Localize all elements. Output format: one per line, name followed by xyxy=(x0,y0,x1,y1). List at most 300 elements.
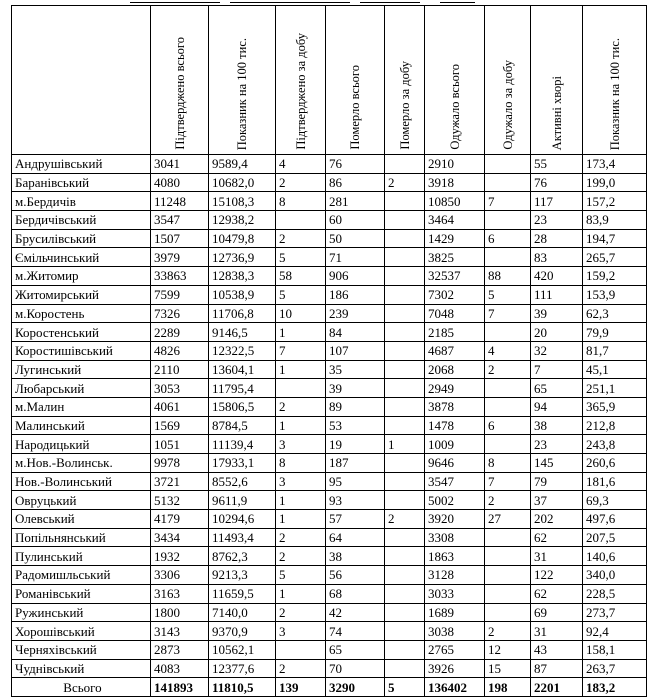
value-cell: 76 xyxy=(326,155,385,174)
value-cell xyxy=(276,640,326,659)
value-cell: 12 xyxy=(485,640,531,659)
value-cell xyxy=(385,211,425,230)
value-cell: 140,6 xyxy=(583,547,647,566)
value-cell xyxy=(385,323,425,342)
value-cell: 93 xyxy=(326,491,385,510)
value-cell: 6 xyxy=(485,229,531,248)
value-cell: 3143 xyxy=(151,622,209,641)
header-label: Підтверджено за добу xyxy=(293,33,308,150)
value-cell: 1429 xyxy=(425,229,485,248)
value-cell: 3918 xyxy=(425,173,485,192)
header-cell xyxy=(583,6,647,155)
value-cell xyxy=(385,229,425,248)
table-row xyxy=(12,211,647,230)
value-cell: 107 xyxy=(326,341,385,360)
value-cell: 3 xyxy=(276,435,326,454)
value-cell: 3979 xyxy=(151,248,209,267)
value-cell: 23 xyxy=(531,435,583,454)
value-cell: 1932 xyxy=(151,547,209,566)
value-cell: 10294,6 xyxy=(209,510,276,529)
header-cell xyxy=(531,6,583,155)
value-cell xyxy=(485,379,531,398)
value-cell: 2 xyxy=(276,229,326,248)
district-name-cell: Лугинський xyxy=(12,360,151,379)
value-cell: 2 xyxy=(385,510,425,529)
district-name-cell: м.Нов.-Волинськ. xyxy=(12,454,151,473)
value-cell: 83,9 xyxy=(583,211,647,230)
value-cell xyxy=(385,622,425,641)
value-cell: 10850 xyxy=(425,192,485,211)
table-row xyxy=(12,304,647,323)
value-cell xyxy=(385,360,425,379)
value-cell: 12938,2 xyxy=(209,211,276,230)
value-cell: 38 xyxy=(531,416,583,435)
value-cell: 3464 xyxy=(425,211,485,230)
value-cell: 9213,3 xyxy=(209,566,276,585)
district-name-cell: Баранівський xyxy=(12,173,151,192)
value-cell: 273,7 xyxy=(583,603,647,622)
value-cell: 86 xyxy=(326,173,385,192)
district-name-cell: Романівський xyxy=(12,584,151,603)
value-cell: 2873 xyxy=(151,640,209,659)
table-row xyxy=(12,248,647,267)
table-row xyxy=(12,173,647,192)
district-name-cell: Андрушівський xyxy=(12,155,151,174)
total-value-cell: 11810,5 xyxy=(209,678,276,697)
value-cell: 158,1 xyxy=(583,640,647,659)
value-cell: 1 xyxy=(276,510,326,529)
value-cell: 81,7 xyxy=(583,341,647,360)
value-cell: 4687 xyxy=(425,341,485,360)
value-cell: 2 xyxy=(485,491,531,510)
total-value-cell: 141893 xyxy=(151,678,209,697)
district-name-cell: Попільнянський xyxy=(12,528,151,547)
cropped-line-segment xyxy=(130,2,220,3)
value-cell: 27 xyxy=(485,510,531,529)
value-cell: 4083 xyxy=(151,659,209,678)
district-name-cell: Черняхівський xyxy=(12,640,151,659)
district-name-cell: Малинський xyxy=(12,416,151,435)
value-cell: 1478 xyxy=(425,416,485,435)
value-cell: 906 xyxy=(326,267,385,286)
value-cell: 4826 xyxy=(151,341,209,360)
value-cell: 8 xyxy=(485,454,531,473)
value-cell: 281 xyxy=(326,192,385,211)
value-cell xyxy=(385,603,425,622)
value-cell xyxy=(385,454,425,473)
value-cell xyxy=(276,211,326,230)
value-cell: 9611,9 xyxy=(209,491,276,510)
value-cell: 88 xyxy=(485,267,531,286)
header-cell xyxy=(151,6,209,155)
value-cell: 4061 xyxy=(151,397,209,416)
table-row xyxy=(12,323,647,342)
value-cell xyxy=(485,566,531,585)
value-cell: 7 xyxy=(485,192,531,211)
value-cell: 1863 xyxy=(425,547,485,566)
value-cell: 3041 xyxy=(151,155,209,174)
value-cell: 12377,6 xyxy=(209,659,276,678)
value-cell: 2 xyxy=(276,659,326,678)
table-row xyxy=(12,155,647,174)
value-cell: 228,5 xyxy=(583,584,647,603)
value-cell: 1 xyxy=(276,323,326,342)
value-cell: 8 xyxy=(276,454,326,473)
value-cell: 3128 xyxy=(425,566,485,585)
value-cell: 3825 xyxy=(425,248,485,267)
value-cell: 2185 xyxy=(425,323,485,342)
district-name-cell: м.Житомир xyxy=(12,267,151,286)
table-row xyxy=(12,603,647,622)
total-value-cell: 2201 xyxy=(531,678,583,697)
value-cell: 11706,8 xyxy=(209,304,276,323)
value-cell: 32 xyxy=(531,341,583,360)
value-cell xyxy=(485,528,531,547)
value-cell: 8762,3 xyxy=(209,547,276,566)
value-cell xyxy=(385,304,425,323)
total-value-cell: 183,2 xyxy=(583,678,647,697)
value-cell: 38 xyxy=(326,547,385,566)
value-cell: 5 xyxy=(485,285,531,304)
value-cell: 4 xyxy=(276,155,326,174)
value-cell: 9978 xyxy=(151,454,209,473)
table-row xyxy=(12,341,647,360)
header-cell-district xyxy=(12,6,151,155)
value-cell: 239 xyxy=(326,304,385,323)
value-cell: 181,6 xyxy=(583,472,647,491)
district-name-cell: Бердичівський xyxy=(12,211,151,230)
value-cell: 89 xyxy=(326,397,385,416)
value-cell: 31 xyxy=(531,622,583,641)
value-cell: 84 xyxy=(326,323,385,342)
value-cell: 1 xyxy=(385,435,425,454)
value-cell: 263,7 xyxy=(583,659,647,678)
district-name-cell: Хорошівський xyxy=(12,622,151,641)
value-cell: 15 xyxy=(485,659,531,678)
table-row xyxy=(12,267,647,286)
header-cell xyxy=(276,6,326,155)
value-cell: 117 xyxy=(531,192,583,211)
value-cell: 11493,4 xyxy=(209,528,276,547)
value-cell xyxy=(485,584,531,603)
value-cell: 65 xyxy=(326,640,385,659)
value-cell: 10479,8 xyxy=(209,229,276,248)
value-cell: 11795,4 xyxy=(209,379,276,398)
value-cell xyxy=(385,659,425,678)
header-label: Одужало всього xyxy=(447,64,462,150)
table-row xyxy=(12,285,647,304)
total-value-cell: 5 xyxy=(385,678,425,697)
value-cell: 56 xyxy=(326,566,385,585)
value-cell: 42 xyxy=(326,603,385,622)
value-cell xyxy=(485,603,531,622)
covid-statistics-table xyxy=(11,5,647,697)
value-cell: 39 xyxy=(531,304,583,323)
value-cell: 2 xyxy=(485,360,531,379)
table-row xyxy=(12,360,647,379)
value-cell: 76 xyxy=(531,173,583,192)
header-cell xyxy=(485,6,531,155)
value-cell: 2949 xyxy=(425,379,485,398)
table-row xyxy=(12,435,647,454)
header-label: Показник на 100 тис. xyxy=(235,37,249,150)
value-cell: 87 xyxy=(531,659,583,678)
value-cell: 79 xyxy=(531,472,583,491)
value-cell: 39 xyxy=(326,379,385,398)
value-cell: 8784,5 xyxy=(209,416,276,435)
value-cell: 35 xyxy=(326,360,385,379)
value-cell xyxy=(385,566,425,585)
value-cell: 7 xyxy=(276,341,326,360)
value-cell xyxy=(485,155,531,174)
value-cell: 3038 xyxy=(425,622,485,641)
table-row xyxy=(12,379,647,398)
value-cell: 251,1 xyxy=(583,379,647,398)
value-cell xyxy=(485,211,531,230)
value-cell: 15108,3 xyxy=(209,192,276,211)
value-cell: 199,0 xyxy=(583,173,647,192)
district-name-cell: Коростенський xyxy=(12,323,151,342)
value-cell: 10 xyxy=(276,304,326,323)
table-row xyxy=(12,528,647,547)
district-name-cell: Житомирський xyxy=(12,285,151,304)
value-cell: 1009 xyxy=(425,435,485,454)
cropped-line-segment xyxy=(230,2,350,3)
value-cell: 3547 xyxy=(151,211,209,230)
table-row xyxy=(12,584,647,603)
value-cell: 79,9 xyxy=(583,323,647,342)
value-cell: 1 xyxy=(276,360,326,379)
value-cell: 10538,9 xyxy=(209,285,276,304)
value-cell: 5 xyxy=(276,285,326,304)
value-cell: 7326 xyxy=(151,304,209,323)
value-cell: 2 xyxy=(276,603,326,622)
value-cell xyxy=(385,416,425,435)
district-name-cell: Нов.-Волинський xyxy=(12,472,151,491)
value-cell: 365,9 xyxy=(583,397,647,416)
header-cell xyxy=(326,6,385,155)
value-cell: 2 xyxy=(276,528,326,547)
value-cell: 5 xyxy=(276,248,326,267)
district-name-cell: Любарський xyxy=(12,379,151,398)
table-row xyxy=(12,397,647,416)
value-cell: 2 xyxy=(276,397,326,416)
value-cell: 7048 xyxy=(425,304,485,323)
value-cell xyxy=(485,435,531,454)
value-cell: 62 xyxy=(531,528,583,547)
district-name-cell: м.Бердичів xyxy=(12,192,151,211)
value-cell: 45,1 xyxy=(583,360,647,379)
value-cell: 1 xyxy=(276,416,326,435)
value-cell xyxy=(276,379,326,398)
value-cell xyxy=(385,547,425,566)
value-cell: 7 xyxy=(531,360,583,379)
value-cell: 2910 xyxy=(425,155,485,174)
district-name-cell: Чуднівський xyxy=(12,659,151,678)
value-cell: 57 xyxy=(326,510,385,529)
value-cell xyxy=(385,379,425,398)
total-value-cell: 198 xyxy=(485,678,531,697)
value-cell: 2068 xyxy=(425,360,485,379)
value-cell xyxy=(385,248,425,267)
value-cell: 11248 xyxy=(151,192,209,211)
value-cell: 62,3 xyxy=(583,304,647,323)
value-cell: 111 xyxy=(531,285,583,304)
value-cell xyxy=(385,155,425,174)
value-cell: 3 xyxy=(276,622,326,641)
value-cell: 9370,9 xyxy=(209,622,276,641)
value-cell: 9589,4 xyxy=(209,155,276,174)
value-cell: 7599 xyxy=(151,285,209,304)
value-cell: 260,6 xyxy=(583,454,647,473)
value-cell: 202 xyxy=(531,510,583,529)
value-cell: 4 xyxy=(485,341,531,360)
district-name-cell: м.Малин xyxy=(12,397,151,416)
value-cell: 11659,5 xyxy=(209,584,276,603)
value-cell: 3926 xyxy=(425,659,485,678)
value-cell: 173,4 xyxy=(583,155,647,174)
table-row xyxy=(12,229,647,248)
value-cell xyxy=(485,173,531,192)
value-cell: 3878 xyxy=(425,397,485,416)
value-cell: 159,2 xyxy=(583,267,647,286)
value-cell xyxy=(485,248,531,267)
district-name-cell: Радомишльський xyxy=(12,566,151,585)
value-cell: 207,5 xyxy=(583,528,647,547)
value-cell: 33863 xyxy=(151,267,209,286)
table-body xyxy=(12,155,647,678)
value-cell: 8 xyxy=(276,192,326,211)
table-row xyxy=(12,659,647,678)
value-cell: 10562,1 xyxy=(209,640,276,659)
total-value-cell: 3290 xyxy=(326,678,385,697)
header-label: Одужало за добу xyxy=(500,60,515,150)
value-cell: 145 xyxy=(531,454,583,473)
value-cell xyxy=(385,491,425,510)
value-cell: 186 xyxy=(326,285,385,304)
value-cell xyxy=(385,584,425,603)
value-cell: 2 xyxy=(385,173,425,192)
header-label: Активні хворі xyxy=(549,75,564,150)
value-cell: 4080 xyxy=(151,173,209,192)
cropped-line-segment xyxy=(360,2,420,3)
value-cell: 5002 xyxy=(425,491,485,510)
table-row xyxy=(12,454,647,473)
value-cell: 53 xyxy=(326,416,385,435)
value-cell: 83 xyxy=(531,248,583,267)
table-row xyxy=(12,622,647,641)
header-cell xyxy=(425,6,485,155)
value-cell: 420 xyxy=(531,267,583,286)
value-cell: 71 xyxy=(326,248,385,267)
district-name-cell: Коростишівський xyxy=(12,341,151,360)
header-cell xyxy=(385,6,425,155)
value-cell: 3033 xyxy=(425,584,485,603)
value-cell: 65 xyxy=(531,379,583,398)
district-name-cell: м.Коростень xyxy=(12,304,151,323)
total-row xyxy=(12,678,647,697)
value-cell xyxy=(385,341,425,360)
value-cell: 7 xyxy=(485,472,531,491)
value-cell: 212,8 xyxy=(583,416,647,435)
value-cell: 12838,3 xyxy=(209,267,276,286)
value-cell: 60 xyxy=(326,211,385,230)
value-cell: 3721 xyxy=(151,472,209,491)
value-cell: 92,4 xyxy=(583,622,647,641)
value-cell: 94 xyxy=(531,397,583,416)
value-cell: 1569 xyxy=(151,416,209,435)
value-cell: 9646 xyxy=(425,454,485,473)
value-cell: 55 xyxy=(531,155,583,174)
value-cell: 19 xyxy=(326,435,385,454)
value-cell: 3434 xyxy=(151,528,209,547)
district-name-cell: Пулинський xyxy=(12,547,151,566)
header-cell xyxy=(209,6,276,155)
value-cell: 1689 xyxy=(425,603,485,622)
value-cell: 243,8 xyxy=(583,435,647,454)
value-cell: 187 xyxy=(326,454,385,473)
value-cell: 265,7 xyxy=(583,248,647,267)
value-cell: 2110 xyxy=(151,360,209,379)
value-cell: 3547 xyxy=(425,472,485,491)
table-row xyxy=(12,491,647,510)
value-cell xyxy=(385,397,425,416)
district-name-cell: Ємільчинський xyxy=(12,248,151,267)
value-cell: 2765 xyxy=(425,640,485,659)
district-name-cell: Овруцький xyxy=(12,491,151,510)
table-row xyxy=(12,547,647,566)
value-cell: 50 xyxy=(326,229,385,248)
value-cell: 340,0 xyxy=(583,566,647,585)
value-cell: 7302 xyxy=(425,285,485,304)
value-cell: 6 xyxy=(485,416,531,435)
table-row xyxy=(12,640,647,659)
value-cell: 68 xyxy=(326,584,385,603)
value-cell: 1 xyxy=(276,584,326,603)
value-cell: 13604,1 xyxy=(209,360,276,379)
value-cell: 15806,5 xyxy=(209,397,276,416)
value-cell: 5132 xyxy=(151,491,209,510)
value-cell: 23 xyxy=(531,211,583,230)
value-cell: 3306 xyxy=(151,566,209,585)
value-cell: 1 xyxy=(276,491,326,510)
value-cell: 74 xyxy=(326,622,385,641)
value-cell: 9146,5 xyxy=(209,323,276,342)
table-row xyxy=(12,192,647,211)
header-label: Померло всього xyxy=(348,65,362,150)
header-label: Підтверджено всього xyxy=(172,37,187,150)
cropped-line-segment xyxy=(440,2,475,3)
header-row xyxy=(12,6,647,155)
table-row xyxy=(12,416,647,435)
value-cell: 194,7 xyxy=(583,229,647,248)
value-cell xyxy=(385,528,425,547)
value-cell: 10682,0 xyxy=(209,173,276,192)
value-cell: 3920 xyxy=(425,510,485,529)
value-cell: 157,2 xyxy=(583,192,647,211)
value-cell: 64 xyxy=(326,528,385,547)
value-cell: 43 xyxy=(531,640,583,659)
value-cell: 28 xyxy=(531,229,583,248)
value-cell: 122 xyxy=(531,566,583,585)
total-label-cell: Всього xyxy=(12,678,151,697)
value-cell: 7 xyxy=(485,304,531,323)
header-label: Померло за добу xyxy=(397,61,412,150)
district-name-cell: Народицький xyxy=(12,435,151,454)
value-cell: 12736,9 xyxy=(209,248,276,267)
value-cell: 3163 xyxy=(151,584,209,603)
value-cell: 1507 xyxy=(151,229,209,248)
